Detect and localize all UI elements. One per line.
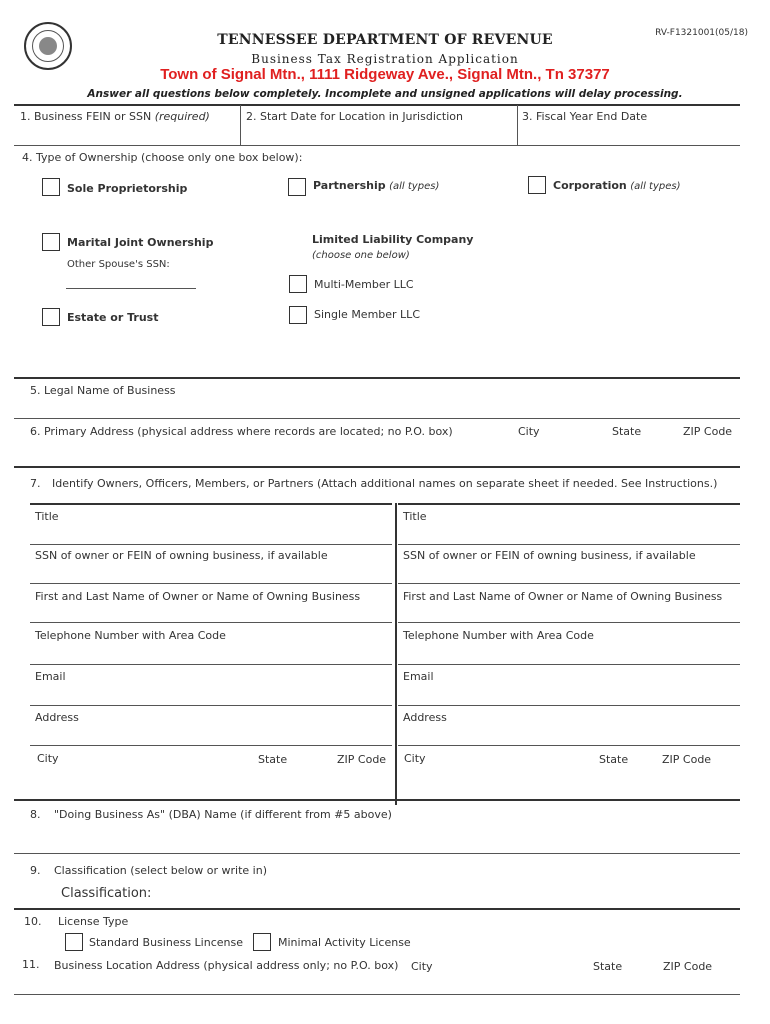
llc-note: (choose one below) <box>312 250 410 261</box>
owner2-city-field[interactable]: City <box>404 752 426 765</box>
classification-heading: Classification (select below or write in) <box>54 864 268 877</box>
form-id: RV-F1321001(05/18) <box>655 28 748 38</box>
single-member-llc-checkbox[interactable] <box>289 306 307 324</box>
location-city-field[interactable]: City <box>411 960 433 973</box>
start-date-field[interactable]: 2. Start Date for Location in Jurisdiction <box>246 110 463 123</box>
primary-zip-field[interactable]: ZIP Code <box>683 425 733 438</box>
license-num: 10. <box>24 915 42 928</box>
form-subtitle: Business Tax Registration Application <box>251 52 519 66</box>
llc-label: Limited Liability Company <box>312 233 474 246</box>
owner2-address-field[interactable]: Address <box>403 711 447 724</box>
divider <box>14 853 740 854</box>
divider <box>30 544 392 545</box>
owner1-email-field[interactable]: Email <box>35 670 66 683</box>
divider <box>14 145 740 146</box>
location-address-field[interactable]: Business Location Address (physical address only; no P.O. box) <box>54 959 399 972</box>
divider <box>398 544 740 545</box>
spouse-ssn-label: Other Spouse's SSN: <box>67 259 170 270</box>
divider <box>398 503 740 505</box>
owner2-ssn-field[interactable]: SSN of owner or FEIN of owning business, if available <box>403 549 696 562</box>
corporation-label: Corporation (all types) <box>553 179 681 192</box>
owner1-address-field[interactable]: Address <box>35 711 79 724</box>
sole-proprietorship-label: Sole Proprietorship <box>67 182 188 195</box>
column-divider <box>395 503 397 805</box>
divider <box>14 466 740 468</box>
divider <box>30 705 392 706</box>
classification-num: 9. <box>30 864 41 877</box>
divider <box>398 583 740 584</box>
divider <box>14 377 740 379</box>
multi-member-llc-checkbox[interactable] <box>289 275 307 293</box>
owner1-ssn-field[interactable]: SSN of owner or FEIN of owning business, if available <box>35 549 328 562</box>
marital-joint-checkbox[interactable] <box>42 233 60 251</box>
fiscal-year-field[interactable]: 3. Fiscal Year End Date <box>522 110 648 123</box>
owner1-zip-field[interactable]: ZIP Code <box>337 753 387 766</box>
owners-heading: Identify Owners, Officers, Members, or Partners (Attach additional names on separate sheet if needed. See Instructions.) <box>52 477 718 490</box>
ownership-heading: 4. Type of Ownership (choose only one box below): <box>22 151 303 164</box>
estate-trust-label: Estate or Trust <box>67 311 159 324</box>
standard-license-label: Standard Business Lincense <box>89 936 243 949</box>
instructions: Answer all questions below completely. Incomplete and unsigned applications will delay processing. <box>87 88 683 100</box>
department-title: TENNESSEE DEPARTMENT OF REVENUE <box>217 32 553 48</box>
location-num: 11. <box>22 958 40 971</box>
partnership-checkbox[interactable] <box>288 178 306 196</box>
owner2-zip-field[interactable]: ZIP Code <box>662 753 712 766</box>
primary-state-field[interactable]: State <box>612 425 642 438</box>
divider <box>30 622 392 623</box>
owner1-phone-field[interactable]: Telephone Number with Area Code <box>35 629 226 642</box>
divider <box>30 745 392 746</box>
divider <box>517 105 518 145</box>
owner1-title-field[interactable]: Title <box>35 510 59 523</box>
owner2-state-field[interactable]: State <box>599 753 629 766</box>
marital-joint-label: Marital Joint Ownership <box>67 236 214 249</box>
divider <box>14 994 740 995</box>
primary-address-field[interactable]: 6. Primary Address (physical address where records are located; no P.O. box) <box>30 425 453 438</box>
divider <box>14 799 740 801</box>
divider <box>398 705 740 706</box>
divider <box>30 503 392 505</box>
owner2-name-field[interactable]: First and Last Name of Owner or Name of Owning Business <box>403 590 723 603</box>
dba-field[interactable]: "Doing Business As" (DBA) Name (if different from #5 above) <box>54 808 392 821</box>
classification-field[interactable]: Classification: <box>61 886 152 901</box>
multi-member-llc-label: Multi-Member LLC <box>314 278 414 291</box>
divider <box>14 418 740 419</box>
legal-name-field[interactable]: 5. Legal Name of Business <box>30 384 176 397</box>
sole-proprietorship-checkbox[interactable] <box>42 178 60 196</box>
divider <box>398 664 740 665</box>
standard-license-checkbox[interactable] <box>65 933 83 951</box>
primary-city-field[interactable]: City <box>518 425 540 438</box>
divider <box>14 104 740 106</box>
single-member-llc-label: Single Member LLC <box>314 308 420 321</box>
divider <box>398 745 740 746</box>
town-address: Town of Signal Mtn., 1111 Ridgeway Ave., Signal Mtn., Tn 37377 <box>160 66 610 83</box>
owner1-name-field[interactable]: First and Last Name of Owner or Name of Owning Business <box>35 590 361 603</box>
spouse-ssn-input[interactable] <box>66 288 196 289</box>
owner2-title-field[interactable]: Title <box>403 510 427 523</box>
fein-field[interactable]: 1. Business FEIN or SSN (required) <box>20 110 210 123</box>
divider <box>30 664 392 665</box>
minimal-license-label: Minimal Activity License <box>278 936 411 949</box>
partnership-label: Partnership (all types) <box>313 179 440 192</box>
owner1-city-field[interactable]: City <box>37 752 59 765</box>
owner2-email-field[interactable]: Email <box>403 670 434 683</box>
divider <box>398 622 740 623</box>
license-heading: License Type <box>58 915 129 928</box>
divider <box>14 908 740 910</box>
estate-trust-checkbox[interactable] <box>42 308 60 326</box>
owner1-state-field[interactable]: State <box>258 753 288 766</box>
location-state-field[interactable]: State <box>593 960 623 973</box>
minimal-license-checkbox[interactable] <box>253 933 271 951</box>
dba-num: 8. <box>30 808 41 821</box>
corporation-checkbox[interactable] <box>528 176 546 194</box>
location-zip-field[interactable]: ZIP Code <box>663 960 713 973</box>
divider <box>240 105 241 145</box>
owner2-phone-field[interactable]: Telephone Number with Area Code <box>403 629 594 642</box>
divider <box>30 583 392 584</box>
owners-num: 7. <box>30 477 41 490</box>
